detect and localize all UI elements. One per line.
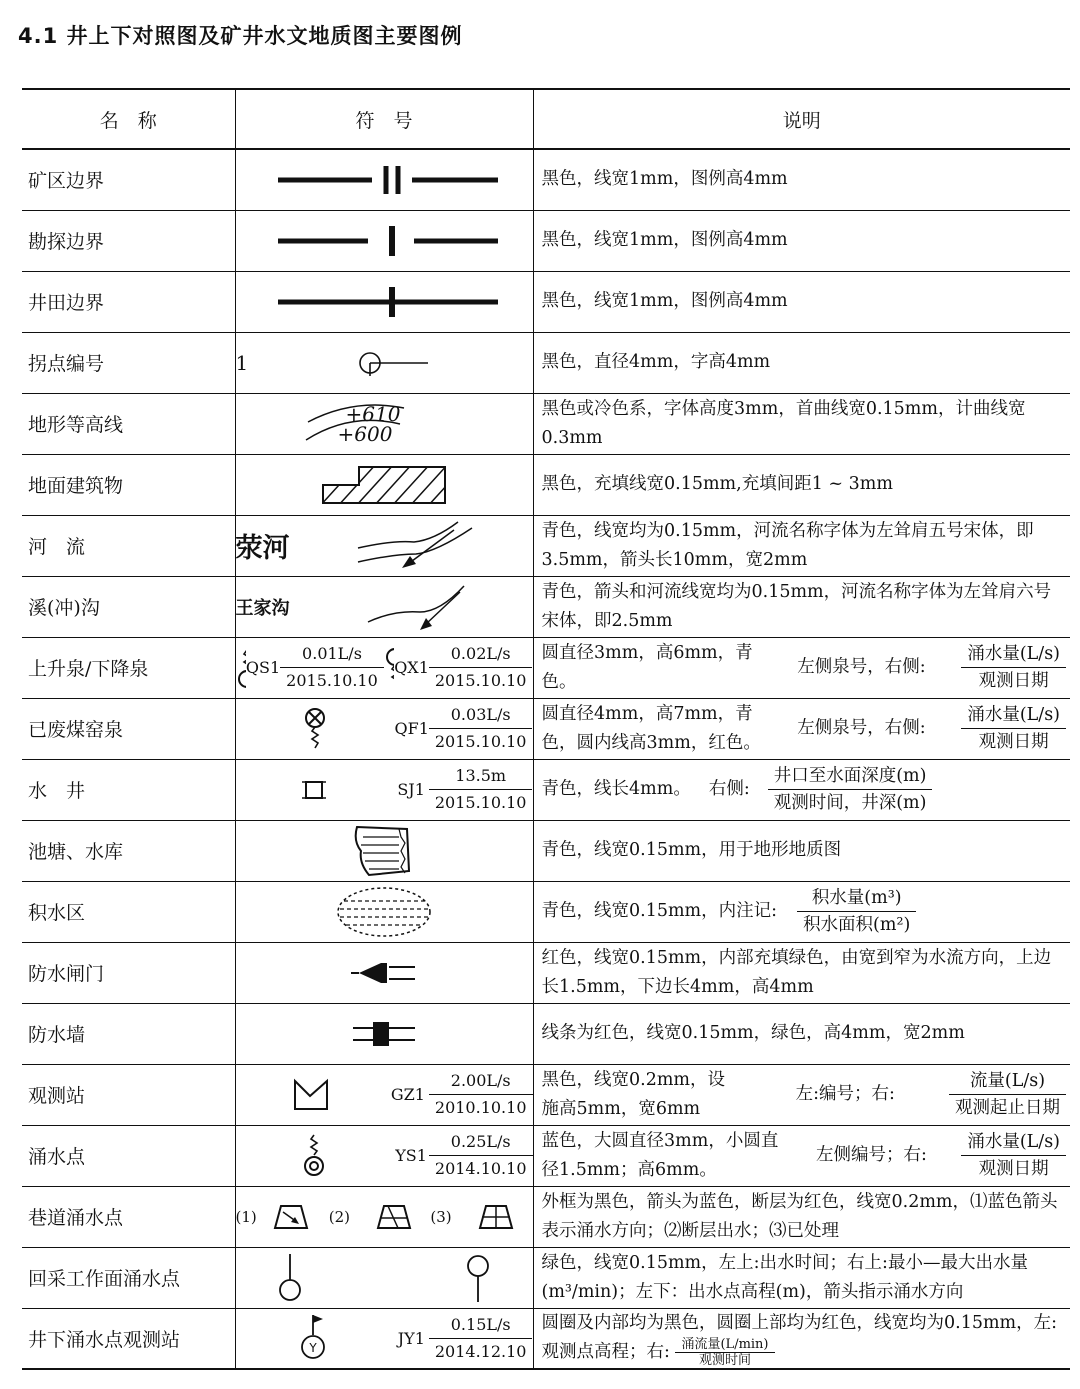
row-description: 黑色，线宽1mm，图例高4mm — [541, 169, 788, 190]
row-name: 井下涌水点观测站 — [22, 1308, 235, 1369]
desc-fraction — [675, 1337, 774, 1368]
row-name: 积水区 — [22, 881, 235, 942]
roadway-treated-icon — [478, 1204, 514, 1230]
well-sj1-depth: 13.5m — [429, 763, 533, 790]
desc-fraction — [961, 702, 1066, 755]
exploration-boundary-icon — [264, 221, 504, 261]
row-symbol — [235, 759, 533, 820]
contour-label-600: +600 — [337, 421, 393, 446]
station-id-gz1: GZ1 — [390, 1085, 425, 1104]
desc-fraction-den: 观测日期 — [978, 1159, 1049, 1179]
water-accumulation-area-icon — [334, 885, 434, 939]
desc-fraction-num: 流量(L/s) — [949, 1068, 1066, 1095]
face-inrush-point-down-icon — [464, 1252, 492, 1304]
turning-point-icon — [354, 348, 434, 378]
desc-fraction-num: 涌水量(L/s) — [961, 1129, 1066, 1156]
row-name: 涌水点 — [22, 1125, 235, 1186]
spring-qs1-fraction — [280, 641, 384, 694]
river-name-label: 荥河 — [235, 533, 290, 564]
row-name: 回采工作面涌水点 — [22, 1247, 235, 1308]
row-description: 外框为黑色，箭头为蓝色，断层为红色，线宽0.2mm，⑴蓝色箭头表示涌水方向；⑵断层出水；⑶已处理 — [541, 1191, 1058, 1241]
abandoned-kiln-spring-icon — [303, 706, 327, 752]
row-name: 溪(冲)沟 — [22, 576, 235, 637]
table-row — [22, 576, 1070, 637]
well-sj1-date: 2015.10.10 — [434, 793, 527, 812]
row-symbol — [235, 149, 533, 210]
table-row — [22, 1003, 1070, 1064]
column-header-symbol: 符 号 — [235, 89, 533, 149]
row-description: 线条为红色，线宽0.15mm，绿色，高4mm，宽2mm — [541, 1023, 965, 1043]
row-symbol — [235, 881, 533, 942]
desc-fraction-num: 涌流量(L/min) — [675, 1337, 774, 1353]
table-row — [22, 1064, 1070, 1125]
row-name: 观测站 — [22, 1064, 235, 1125]
station-id-jy1: JY1 — [397, 1328, 425, 1348]
desc-fraction-den: 观测日期 — [978, 732, 1049, 752]
rising-spring-icon — [236, 646, 246, 690]
descending-spring-icon — [384, 646, 394, 690]
table-row — [22, 515, 1070, 576]
spring-id-qf1: QF1 — [394, 719, 429, 738]
roadway-fault-inrush-icon — [376, 1204, 412, 1230]
row-symbol — [235, 332, 533, 393]
table-row — [22, 881, 1070, 942]
desc-text: 蓝色，大圆直径3mm，小圆直径1.5mm；高6mm。 — [541, 1130, 779, 1180]
mining-area-boundary-icon — [264, 160, 504, 200]
roadway-label-2: (2) — [328, 1207, 350, 1226]
row-symbol — [235, 515, 533, 576]
row-symbol — [235, 576, 533, 637]
spring-qx1-fraction — [429, 641, 533, 694]
desc-fraction — [961, 1129, 1066, 1182]
desc-text: 圆直径3mm，高6mm，青色。 — [541, 642, 753, 692]
roadway-label-3: (3) — [430, 1207, 452, 1226]
row-name: 上升泉/下降泉 — [22, 637, 235, 698]
spring-qf1-fraction — [429, 702, 533, 755]
table-row — [22, 1308, 1070, 1369]
table-row — [22, 332, 1070, 393]
desc-fraction — [797, 885, 916, 938]
desc-text: 圆直径4mm，高7mm，青色，圆内线高3mm，红色。 — [541, 703, 761, 753]
table-row — [22, 454, 1070, 515]
well-id-sj1: SJ1 — [397, 780, 425, 799]
desc-label: 左侧泉号，右侧: — [797, 718, 926, 738]
row-name: 井田边界 — [22, 271, 235, 332]
row-name: 防水墙 — [22, 1003, 235, 1064]
row-description: 青色，线宽均为0.15mm，河流名称字体为左耸肩五号宋体，即3.5mm，箭头长10mm，宽2mm — [541, 520, 1034, 570]
table-row — [22, 271, 1070, 332]
row-symbol — [235, 1064, 533, 1125]
station-gz1-fraction — [429, 1068, 533, 1121]
spring-qf1-date: 2015.10.10 — [434, 732, 527, 751]
row-description — [533, 759, 1070, 820]
row-description: 黑色，直径4mm，字高4mm — [541, 352, 771, 372]
table-row — [22, 210, 1070, 271]
row-description: 黑色，线宽1mm，图例高4mm — [541, 291, 788, 311]
inrush-id-ys1: YS1 — [395, 1146, 427, 1165]
row-name: 已废煤窑泉 — [22, 698, 235, 759]
row-description: 黑色，线宽1mm，图例高4mm — [541, 230, 788, 250]
row-symbol — [235, 1308, 533, 1369]
roadway-inrush-direction-icon — [273, 1204, 309, 1230]
roadway-label-1: (1) — [235, 1207, 257, 1226]
waterproof-gate-icon — [349, 955, 419, 991]
desc-text: 黑色，线宽0.2mm，设施高5mm，宽6mm — [541, 1069, 726, 1119]
water-well-icon — [302, 778, 326, 802]
desc-label: 左侧泉号，右侧: — [797, 657, 926, 677]
row-name: 地形等高线 — [22, 393, 235, 454]
desc-fraction-num: 积水量(m³) — [797, 885, 916, 912]
column-header-desc: 说明 — [782, 109, 821, 132]
station-jy1-flow: 0.15L/s — [429, 1312, 533, 1339]
spring-qx1-date: 2015.10.10 — [434, 671, 527, 690]
row-description: 红色，线宽0.15mm，内部充填绿色，由宽到窄为水流方向，上边长1.5mm，下边长4mm，高4mm — [541, 947, 1052, 997]
face-inrush-point-up-icon — [276, 1252, 304, 1304]
row-description — [533, 698, 1070, 759]
table-row — [22, 149, 1070, 210]
row-name: 矿区边界 — [22, 149, 235, 210]
row-name: 水 井 — [22, 759, 235, 820]
spring-id-qs1: QS1 — [245, 658, 281, 677]
pond-reservoir-icon — [349, 823, 419, 879]
row-description — [533, 1064, 1070, 1125]
row-name: 巷道涌水点 — [22, 1186, 235, 1247]
desc-fraction-den: 积水面积(m²) — [803, 915, 911, 935]
row-symbol — [235, 820, 533, 881]
desc-fraction — [949, 1068, 1066, 1121]
table-row — [22, 637, 1070, 698]
row-description: 黑色，充填线宽0.15mm,充填间距1 ~ 3mm — [541, 474, 893, 494]
page-title: 4.1 井上下对照图及矿井水文地质图主要图例 — [18, 24, 463, 48]
spring-qf1-flow: 0.03L/s — [429, 702, 533, 729]
row-symbol — [235, 1125, 533, 1186]
row-description: 青色，线宽0.15mm，用于地形地质图 — [541, 840, 842, 860]
table-row — [22, 698, 1070, 759]
desc-fraction-num: 井口至水面深度(m) — [768, 763, 933, 790]
row-symbol — [235, 210, 533, 271]
table-row — [22, 1247, 1070, 1308]
desc-label: 右侧: — [708, 779, 750, 799]
water-inrush-point-icon — [302, 1133, 326, 1179]
inrush-ys1-fraction — [429, 1129, 533, 1182]
row-symbol — [235, 942, 533, 1003]
desc-text: 青色，线宽0.15mm，内注记: — [541, 901, 778, 921]
table-row — [22, 1125, 1070, 1186]
legend-table — [22, 88, 1070, 1370]
row-symbol — [235, 454, 533, 515]
surface-building-icon — [319, 463, 449, 507]
desc-label: 左:编号；右: — [795, 1084, 895, 1104]
row-description — [533, 881, 1070, 942]
station-gz1-date: 2010.10.10 — [434, 1098, 527, 1117]
gully-arrow-icon — [364, 582, 474, 632]
desc-fraction-num: 涌水量(L/s) — [961, 702, 1066, 729]
table-row — [22, 820, 1070, 881]
row-symbol — [235, 1003, 533, 1064]
spring-id-qx1: QX1 — [394, 658, 429, 677]
row-name: 地面建筑物 — [22, 454, 235, 515]
row-description: 黑色或冷色系，字体高度3mm，首曲线宽0.15mm，计曲线宽0.3mm — [541, 398, 1026, 448]
column-header-name: 名 称 — [22, 89, 235, 149]
row-name: 河 流 — [22, 515, 235, 576]
desc-fraction-den: 观测起止日期 — [954, 1098, 1060, 1118]
row-description — [533, 1308, 1070, 1369]
row-name: 防水闸门 — [22, 942, 235, 1003]
turning-point-label: 1 — [235, 350, 249, 375]
row-name: 池塘、水库 — [22, 820, 235, 881]
header-row — [22, 89, 1070, 149]
desc-label: 左侧编号；右: — [815, 1145, 927, 1165]
waterproof-wall-icon — [349, 1016, 419, 1052]
well-sj1-fraction — [429, 763, 533, 816]
spring-qs1-flow: 0.01L/s — [280, 641, 384, 668]
row-symbol — [235, 1247, 533, 1308]
mine-field-boundary-icon — [264, 282, 504, 322]
desc-fraction-num: 涌水量(L/s) — [961, 641, 1066, 668]
row-description: 青色，箭头和河流线宽均为0.15mm，河流名称字体为左耸肩六号宋体，即2.5mm — [541, 581, 1052, 631]
contour-label-610: +610 — [345, 401, 401, 426]
river-arrow-icon — [354, 520, 484, 572]
underground-inrush-station-icon — [301, 1313, 329, 1363]
row-name: 拐点编号 — [22, 332, 235, 393]
observation-station-icon — [292, 1078, 330, 1112]
desc-fraction — [768, 763, 933, 816]
desc-text: 圆圈及内部均为黑色，圆圈上部均为红色，线宽均为0.15mm，左:观测点高程；右: — [541, 1312, 1058, 1362]
row-name: 勘探边界 — [22, 210, 235, 271]
station-gz1-flow: 2.00L/s — [429, 1068, 533, 1095]
svg-text:Y: Y — [308, 1341, 317, 1356]
desc-fraction — [961, 641, 1066, 694]
station-jy1-date: 2014.12.10 — [434, 1341, 527, 1361]
desc-text: 青色，线长4mm。 — [541, 779, 691, 799]
table-row — [22, 1186, 1070, 1247]
inrush-ys1-date: 2014.10.10 — [434, 1159, 527, 1178]
desc-fraction-den: 观测时间 — [698, 1352, 751, 1368]
spring-qs1-date: 2015.10.10 — [286, 671, 378, 690]
table-row — [22, 942, 1070, 1003]
gully-name-label: 王家沟 — [235, 597, 290, 619]
row-description — [533, 1125, 1070, 1186]
spring-qx1-flow: 0.02L/s — [429, 641, 533, 668]
desc-fraction-den: 观测时间，井深(m) — [773, 793, 927, 813]
inrush-ys1-flow: 0.25L/s — [429, 1129, 533, 1156]
station-jy1-fraction — [429, 1312, 533, 1365]
row-symbol — [235, 271, 533, 332]
row-symbol — [235, 698, 533, 759]
table-row — [22, 759, 1070, 820]
row-description — [533, 637, 1070, 698]
row-symbol — [235, 637, 533, 698]
row-symbol — [235, 393, 533, 454]
desc-fraction-den: 观测日期 — [978, 671, 1049, 691]
row-description: 绿色，线宽0.15mm，左上:出水时间；右上:最小—最大出水量(m³/min)；左下：出水点高程(m)，箭头指示涌水方向 — [541, 1252, 1028, 1302]
table-row — [22, 393, 1070, 454]
row-symbol — [235, 1186, 533, 1247]
